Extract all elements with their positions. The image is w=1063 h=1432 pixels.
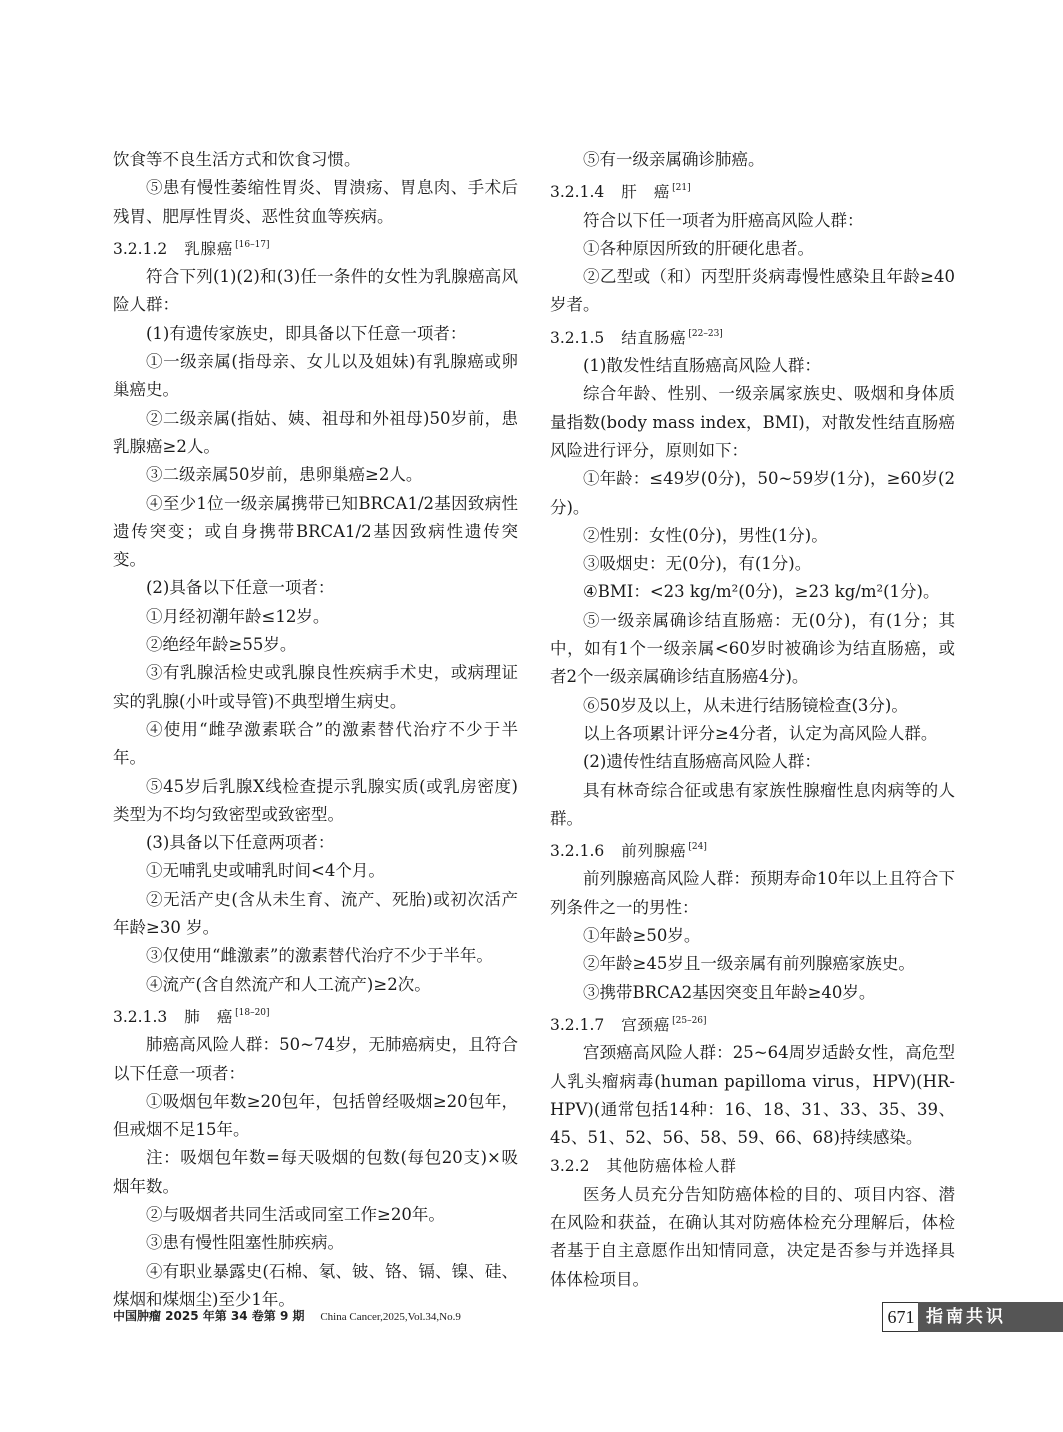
heading-number: 3.2.1.7 [550, 1015, 605, 1034]
paragraph: 注：吸烟包年数=每天吸烟的包数(每包20支)×吸烟年数。 [113, 1148, 518, 1196]
paragraph: ①年龄：≤49岁(0分)，50~59岁(1分)，≥60岁(2分)。 [550, 469, 955, 517]
section-heading [550, 320, 955, 352]
heading-title: 前列腺癌 [621, 842, 687, 861]
paragraph: 符合下列(1)(2)和(3)任一条件的女性为乳腺癌高风险人群： [113, 267, 518, 315]
heading-title: 结直肠癌 [621, 328, 687, 347]
paragraph: (3)具备以下任意两项者： [146, 833, 335, 853]
paragraph: 符合以下任一项者为肝癌高风险人群： [583, 210, 864, 230]
citation-ref: [21] [672, 183, 691, 194]
paragraph: ②年龄≥45岁且一级亲属有前列腺癌家族史。 [583, 954, 915, 974]
citation-ref: [24] [688, 842, 707, 853]
paragraph: ④流产(含自然流产和人工流产)≥2次。 [146, 974, 431, 994]
paragraph: 医务人员充分告知防癌体检的目的、项目内容、潜在风险和获益，在确认其对防癌体检充分理解后，体检者基于自主意愿作出知情同意，决定是否参与并选择具体体检项目。 [550, 1184, 955, 1289]
paragraph: (2)具备以下任意一项者： [146, 578, 335, 598]
paragraph: 具有林奇综合征或患有家族性腺瘤性息肉病等的人群。 [550, 780, 955, 828]
paragraph: 宫颈癌高风险人群：25~64周岁适龄女性，高危型人乳头瘤病毒(human papilloma virus，HPV)(HR-HPV)(通常包括14种：16、18、31、33、35、39、45、51、52、56、58、59、66、68)持续感染。 [550, 1043, 955, 1148]
journal-name-cn: 中国肿瘤 2025 年第 34 卷第 9 期 [113, 1309, 305, 1323]
section-heading [113, 231, 518, 263]
paragraph: (2)遗传性结直肠癌高风险人群： [583, 752, 821, 772]
heading-title: 肝 癌 [621, 183, 671, 202]
section-heading [550, 1007, 955, 1039]
paragraph: ②性别：女性(0分)，男性(1分)。 [583, 525, 828, 545]
citation-ref: [16–17] [235, 239, 270, 250]
paragraph: ④BMI：<23 kg/m²(0分)，≥23 kg/m²(1分)。 [583, 582, 940, 602]
section-tag: 指南共识 [918, 1302, 1063, 1332]
paragraph: ③有乳腺活检史或乳腺良性疾病手术史，或病理证实的乳腺(小叶或导管)不典型增生病史。 [113, 663, 518, 711]
paragraph: ⑤45岁后乳腺X线检查提示乳腺实质(或乳房密度)类型为不均匀致密型或致密型。 [113, 776, 518, 824]
left-column [113, 146, 518, 1314]
heading-number: 3.2.1.2 [113, 239, 168, 258]
section-heading [113, 999, 518, 1031]
heading-number: 3.2.1.3 [113, 1007, 168, 1026]
paragraph: ①月经初潮年龄≤12岁。 [146, 606, 330, 626]
paragraph: ①各种原因所致的肝硬化患者。 [583, 238, 814, 258]
paragraph: ②与吸烟者共同生活或同室工作≥20年。 [146, 1204, 445, 1224]
section-heading [550, 1152, 955, 1180]
paragraph: ③患有慢性阻塞性肺疾病。 [146, 1233, 344, 1253]
heading-title: 宫颈癌 [621, 1015, 671, 1034]
paragraph: ②绝经年龄≥55岁。 [146, 635, 297, 655]
paragraph: 以上各项累计评分≥4分者，认定为高风险人群。 [583, 723, 938, 743]
journal-footer [113, 1307, 461, 1324]
paragraph: 饮食等不良生活方式和饮食习惯。 [113, 150, 361, 169]
right-column [550, 146, 955, 1294]
paragraph: ①吸烟包年数≥20包年，包括曾经吸烟≥20包年，但戒烟不足15年。 [113, 1091, 518, 1140]
paragraph: ⑤有一级亲属确诊肺癌。 [583, 150, 765, 169]
paragraph: ⑤一级亲属确诊结直肠癌：无(0分)，有(1分；其中，如有1个一级亲属<60岁时被确诊为结直肠癌，或者2个一级亲属确诊结直肠癌4分)。 [550, 610, 955, 687]
paragraph: ②乙型或（和）丙型肝炎病毒慢性感染且年龄≥40岁者。 [550, 267, 955, 315]
paragraph: 综合年龄、性别、一级亲属家族史、吸烟和身体质量指数(body mass index，BMI)，对散发性结直肠癌风险进行评分，原则如下： [550, 384, 955, 460]
paragraph: ②无活产史(含从未生育、流产、死胎)或初次活产年龄≥30 岁。 [113, 889, 518, 938]
section-heading [550, 174, 955, 206]
paragraph: ①无哺乳史或哺乳时间<4个月。 [146, 861, 385, 881]
paragraph: ④至少1位一级亲属携带已知BRCA1/2基因致病性遗传突变；或自身携带BRCA1/2基因致病性遗传突变。 [113, 493, 518, 570]
heading-number: 3.2.2 [550, 1157, 590, 1176]
citation-ref: [22–23] [688, 328, 723, 339]
paragraph: (1)散发性结直肠癌高风险人群： [583, 356, 821, 376]
heading-number: 3.2.1.5 [550, 328, 605, 347]
heading-title: 其他防癌体检人群 [606, 1157, 737, 1176]
paragraph: ②二级亲属(指姑、姨、祖母和外祖母)50岁前，患乳腺癌≥2人。 [113, 408, 518, 456]
paragraph: ③吸烟史：无(0分)，有(1分)。 [583, 554, 812, 574]
citation-ref: [18–20] [235, 1007, 270, 1018]
section-heading [550, 833, 955, 865]
paragraph: ④使用“雌孕激素联合”的激素替代治疗不少于半年。 [113, 719, 518, 768]
heading-number: 3.2.1.6 [550, 842, 605, 861]
paragraph: ⑥50岁及以上，从未进行结肠镜检查(3分)。 [583, 695, 908, 715]
heading-title: 乳腺癌 [184, 239, 234, 258]
paragraph: 肺癌高风险人群：50~74岁，无肺癌病史，且符合以下任意一项者： [113, 1035, 518, 1083]
citation-ref: [25–26] [672, 1015, 707, 1026]
paragraph: ④有职业暴露史(石棉、氡、铍、铬、镉、镍、硅、煤烟和煤烟尘)至少1年。 [113, 1261, 518, 1309]
paragraph: ③仅使用“雌激素”的激素替代治疗不少于半年。 [146, 946, 493, 966]
journal-name-en: China Cancer,2025,Vol.34,No.9 [320, 1311, 461, 1323]
page-number: 671 [882, 1302, 920, 1332]
paragraph: (1)有遗传家族史，即具备以下任意一项者： [146, 323, 467, 343]
paragraph: 前列腺癌高风险人群：预期寿命10年以上且符合下列条件之一的男性： [550, 869, 955, 917]
heading-title: 肺 癌 [184, 1007, 234, 1026]
paragraph: ①年龄≥50岁。 [583, 926, 701, 946]
paragraph: ③携带BRCA2基因突变且年龄≥40岁。 [583, 982, 876, 1002]
paragraph: ⑤患有慢性萎缩性胃炎、胃溃疡、胃息肉、手术后残胃、肥厚性胃炎、恶性贫血等疾病。 [113, 178, 518, 226]
heading-number: 3.2.1.4 [550, 183, 605, 202]
paragraph: ③二级亲属50岁前，患卵巢癌≥2人。 [146, 465, 423, 485]
paragraph: ①一级亲属(指母亲、女儿以及姐妹)有乳腺癌或卵巢癌史。 [113, 352, 518, 400]
